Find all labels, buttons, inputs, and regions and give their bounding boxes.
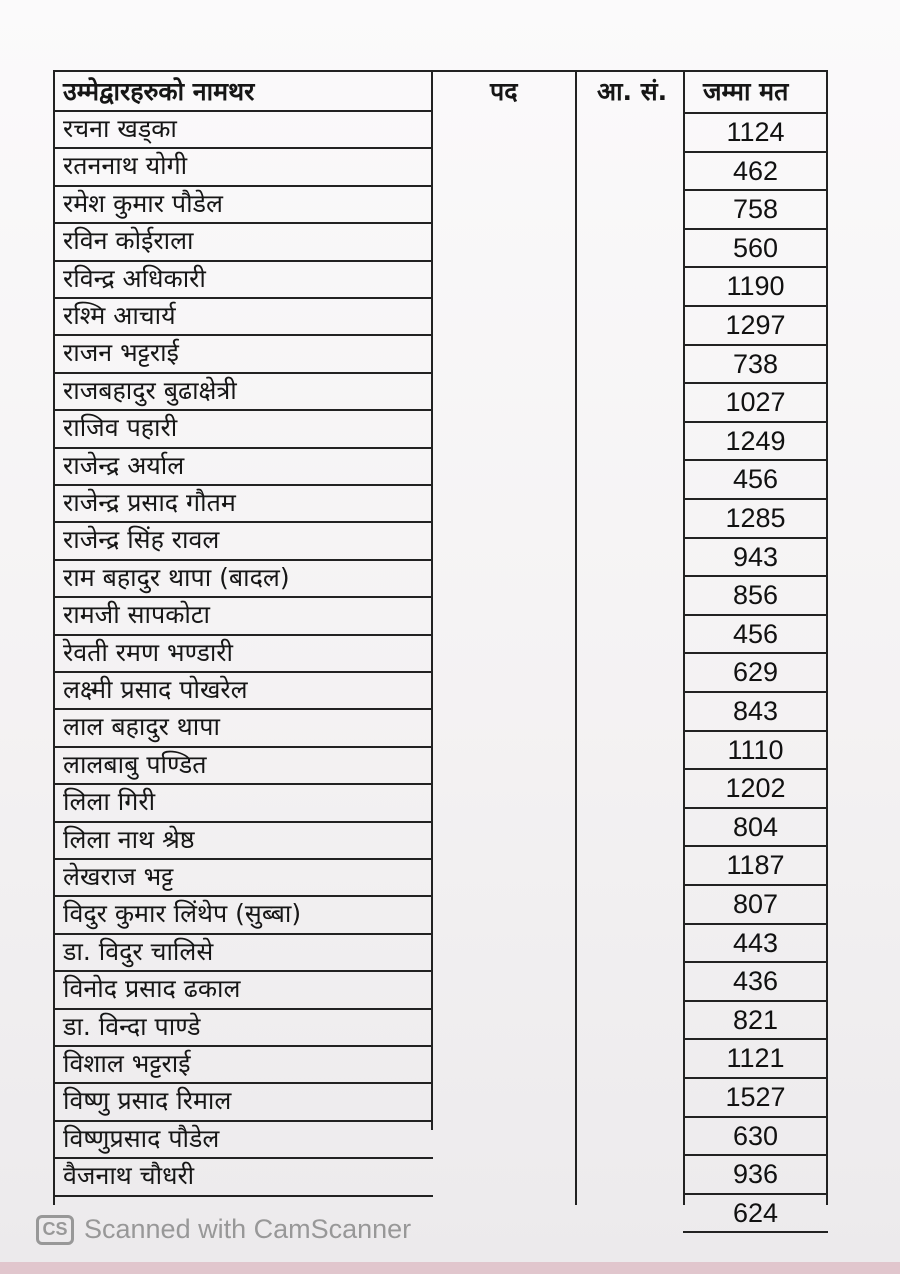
vote-count: 1124 xyxy=(726,117,785,147)
vote-count: 629 xyxy=(732,657,779,688)
votes-row-line xyxy=(683,1154,828,1156)
votes-row-line xyxy=(683,1038,828,1040)
candidate-name: विष्णुप्रसाद पौडेल xyxy=(63,1123,220,1153)
name-row-line xyxy=(53,372,433,374)
name-row-line xyxy=(53,1008,433,1010)
name-row-line xyxy=(53,821,433,823)
candidate-name: लेखराज भट्ट xyxy=(63,862,174,891)
name-row-line xyxy=(53,671,433,673)
votes-row-line xyxy=(683,421,828,423)
table-top-border xyxy=(53,70,828,72)
votes-row-line xyxy=(683,305,828,307)
header-total-votes: जम्मा मत xyxy=(703,77,789,106)
votes-column-right-border xyxy=(826,70,828,1205)
vote-count: 1297 xyxy=(725,310,786,340)
name-row-line xyxy=(53,409,433,411)
candidate-name: वैजनाथ चौधरी xyxy=(63,1161,195,1191)
vote-count-table xyxy=(53,70,828,1228)
name-row-line xyxy=(53,521,433,523)
candidate-name: राजन भट्टराई xyxy=(63,338,179,368)
vote-count: 462 xyxy=(732,155,779,186)
candidate-name: विशाल भट्टराई xyxy=(63,1049,191,1078)
camscanner-logo: CS xyxy=(36,1215,74,1245)
name-row-line xyxy=(53,297,433,299)
vote-count: 560 xyxy=(732,232,779,263)
name-row-line xyxy=(53,334,433,336)
vote-count: 856 xyxy=(732,580,779,611)
votes-row-line xyxy=(683,228,828,230)
candidate-name: डा. विदुर चालिसे xyxy=(63,936,214,966)
name-row-line xyxy=(53,634,433,636)
name-row-line xyxy=(53,559,433,561)
name-row-line xyxy=(53,708,433,710)
votes-row-line xyxy=(683,1193,828,1195)
name-row-line xyxy=(53,858,433,860)
candidate-name: डा. विन्दा पाण्डे xyxy=(63,1011,201,1041)
header-ward-no: आ. सं. xyxy=(597,77,668,106)
candidate-name: राजेन्द्र अर्याल xyxy=(63,450,185,480)
name-row-line xyxy=(53,147,433,149)
name-row-line xyxy=(53,933,433,935)
vote-count: 1027 xyxy=(725,387,786,418)
vote-count: 456 xyxy=(732,618,779,649)
vote-count: 738 xyxy=(732,348,779,379)
name-row-line xyxy=(53,260,433,262)
vote-count: 1202 xyxy=(725,773,786,804)
candidate-name: रश्मि आचार्य xyxy=(63,301,176,330)
votes-row-line xyxy=(683,1116,828,1118)
votes-row-line xyxy=(683,498,828,500)
name-row-line xyxy=(53,447,433,449)
votes-row-line xyxy=(683,923,828,925)
vote-count: 443 xyxy=(732,927,779,958)
name-row-line xyxy=(53,1195,433,1197)
name-row-line xyxy=(53,1045,433,1047)
name-row-line xyxy=(53,895,433,897)
name-row-line xyxy=(53,222,433,224)
candidate-name: रतननाथ योगी xyxy=(63,151,188,181)
vote-count: 436 xyxy=(732,966,779,997)
header-post: पद xyxy=(490,77,518,106)
candidate-name: लक्ष्मी प्रसाद पोखरेल xyxy=(63,675,248,704)
votes-row-line xyxy=(683,151,828,153)
vote-count: 821 xyxy=(732,1004,779,1035)
candidate-name: राजेन्द्र प्रसाद गौतम xyxy=(63,488,236,517)
votes-row-line xyxy=(683,1077,828,1079)
votes-row-line xyxy=(683,768,828,770)
name-row-line xyxy=(53,970,433,972)
votes-row-line xyxy=(683,382,828,384)
candidate-name: लिला गिरी xyxy=(63,787,156,817)
candidate-name: रमेश कुमार पौडेल xyxy=(63,188,223,218)
votes-row-line xyxy=(683,730,828,732)
name-header-separator xyxy=(53,110,433,112)
votes-row-line xyxy=(683,961,828,963)
votes-row-line xyxy=(683,884,828,886)
vote-count: 807 xyxy=(732,889,779,919)
camscanner-watermark xyxy=(36,1214,411,1245)
name-row-line xyxy=(53,1120,433,1122)
vote-count: 936 xyxy=(732,1159,779,1190)
vote-count: 1249 xyxy=(725,425,786,456)
vote-count: 456 xyxy=(732,464,779,495)
candidate-name: राजेन्द्र सिंह रावल xyxy=(63,525,220,555)
candidate-name: विदुर कुमार लिंथेप (सुब्बा) xyxy=(63,899,302,929)
candidate-name: रविन कोईराला xyxy=(63,226,194,256)
vote-count: 630 xyxy=(732,1120,779,1151)
name-row-line xyxy=(53,596,433,598)
candidate-name: लालबाबु पण्डित xyxy=(63,749,207,779)
post-column-right-border xyxy=(575,70,577,1205)
votes-row-line xyxy=(683,459,828,461)
candidate-name: रविन्द्र अधिकारी xyxy=(63,263,206,293)
vote-count: 624 xyxy=(732,1197,779,1228)
table-left-border xyxy=(53,70,55,1205)
name-row-line xyxy=(53,783,433,785)
votes-row-line xyxy=(683,266,828,268)
candidate-name: राम बहादुर थापा (बादल) xyxy=(63,562,290,592)
name-row-line xyxy=(53,185,433,187)
votes-row-line xyxy=(683,537,828,539)
candidate-name: लिला नाथ श्रेष्ठ xyxy=(63,824,195,854)
vote-count: 1190 xyxy=(726,271,785,302)
candidate-name: राजिव पहारी xyxy=(63,413,178,443)
vote-count: 1527 xyxy=(725,1082,786,1112)
candidate-name: विनोद प्रसाद ढकाल xyxy=(63,974,241,1004)
vote-count: 1187 xyxy=(726,850,785,881)
votes-row-line xyxy=(683,807,828,809)
votes-row-line xyxy=(683,1231,828,1233)
vote-count: 758 xyxy=(732,194,779,225)
header-candidate-name: उम्मेद्वारहरुको नामथर xyxy=(63,77,255,106)
candidate-name: लाल बहादुर थापा xyxy=(63,712,220,742)
vote-count: 843 xyxy=(732,696,779,726)
votes-row-line xyxy=(683,189,828,191)
votes-row-line xyxy=(683,1000,828,1002)
vote-count: 804 xyxy=(732,811,779,842)
votes-row-line xyxy=(683,614,828,616)
watermark-text: Scanned with CamScanner xyxy=(84,1214,412,1244)
votes-row-line xyxy=(683,344,828,346)
vote-count: 1110 xyxy=(727,734,784,765)
vote-count: 1285 xyxy=(725,503,786,533)
vote-count: 943 xyxy=(732,541,779,572)
candidate-name: राजबहादुर बुढाक्षेत्री xyxy=(63,375,237,405)
votes-row-line xyxy=(683,845,828,847)
votes-row-line xyxy=(683,691,828,693)
name-row-line xyxy=(53,1082,433,1084)
name-row-line xyxy=(53,746,433,748)
vote-count: 1121 xyxy=(726,1043,785,1074)
candidate-name: रचना खड्का xyxy=(63,114,177,143)
votes-row-line xyxy=(683,575,828,577)
name-row-line xyxy=(53,1157,433,1159)
votes-row-line xyxy=(683,652,828,654)
candidate-name: रामजी सापकोटा xyxy=(63,600,210,630)
page-bottom-edge xyxy=(0,1262,900,1274)
votes-header-separator xyxy=(683,112,828,114)
name-row-line xyxy=(53,484,433,486)
candidate-name: रेवती रमण भण्डारी xyxy=(63,637,233,667)
candidate-name: विष्णु प्रसाद रिमाल xyxy=(63,1086,232,1116)
